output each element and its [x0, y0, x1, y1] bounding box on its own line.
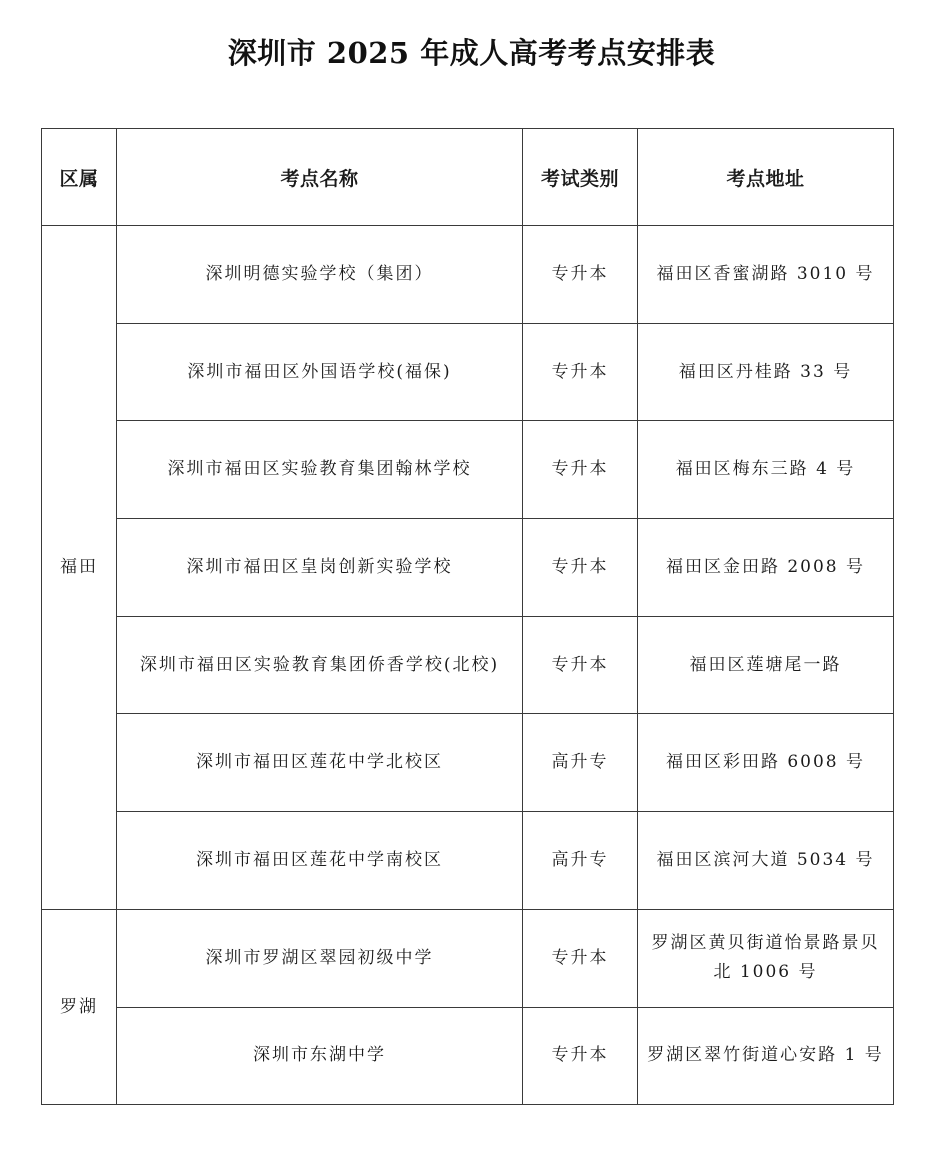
site-address-cell: 福田区金田路 2008 号 [638, 519, 894, 617]
header-district: 区属 [42, 129, 117, 226]
exam-category-cell: 专升本 [523, 616, 638, 714]
site-address-cell: 福田区滨河大道 5034 号 [638, 812, 894, 910]
site-name-cell: 深圳明德实验学校（集团） [117, 226, 523, 324]
exam-site-table [41, 128, 894, 1105]
site-name-cell: 深圳市福田区外国语学校(福保) [117, 323, 523, 421]
exam-category-cell: 专升本 [523, 909, 638, 1007]
exam-category-cell: 高升专 [523, 714, 638, 812]
exam-category-cell: 专升本 [523, 323, 638, 421]
exam-category-cell: 专升本 [523, 226, 638, 324]
table-row [42, 519, 894, 617]
site-address-cell: 福田区莲塘尾一路 [638, 616, 894, 714]
district-cell: 福田 [42, 226, 117, 910]
table-row [42, 714, 894, 812]
exam-category-cell: 专升本 [523, 519, 638, 617]
exam-category-cell: 专升本 [523, 421, 638, 519]
site-address-cell: 福田区彩田路 6008 号 [638, 714, 894, 812]
site-address-cell: 罗湖区翠竹街道心安路 1 号 [638, 1007, 894, 1105]
site-name-cell: 深圳市福田区实验教育集团翰林学校 [117, 421, 523, 519]
exam-category-cell: 高升专 [523, 812, 638, 910]
site-name-cell: 深圳市福田区莲花中学北校区 [117, 714, 523, 812]
table-row [42, 323, 894, 421]
district-cell: 罗湖 [42, 909, 117, 1104]
site-address-cell: 福田区香蜜湖路 3010 号 [638, 226, 894, 324]
table-row [42, 1007, 894, 1105]
site-address-cell: 罗湖区黄贝街道怡景路景贝北 1006 号 [638, 909, 894, 1007]
page-title: 深圳市 2025 年成人高考考点安排表 [227, 36, 716, 70]
site-name-cell: 深圳市福田区莲花中学南校区 [117, 812, 523, 910]
site-name-cell: 深圳市福田区皇岗创新实验学校 [117, 519, 523, 617]
site-name-cell: 深圳市福田区实验教育集团侨香学校(北校) [117, 616, 523, 714]
table-row [42, 616, 894, 714]
table-row [42, 421, 894, 519]
site-name-cell: 深圳市东湖中学 [117, 1007, 523, 1105]
site-address-cell: 福田区梅东三路 4 号 [638, 421, 894, 519]
table-row [42, 909, 894, 1007]
header-site-address: 考点地址 [638, 129, 894, 226]
exam-category-cell: 专升本 [523, 1007, 638, 1105]
site-address-cell: 福田区丹桂路 33 号 [638, 323, 894, 421]
header-exam-category: 考试类别 [523, 129, 638, 226]
header-site-name: 考点名称 [117, 129, 523, 226]
table-header-row [42, 129, 894, 226]
site-name-cell: 深圳市罗湖区翠园初级中学 [117, 909, 523, 1007]
table-row [42, 226, 894, 324]
table-row [42, 812, 894, 910]
